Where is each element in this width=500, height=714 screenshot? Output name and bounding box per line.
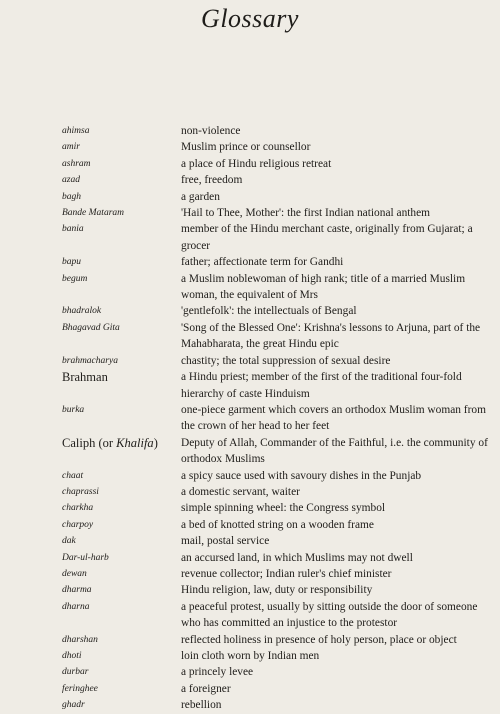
- definition-line: a princely levee: [181, 666, 254, 679]
- definition-line: 'Song of the Blessed One': Krishna's lessons to Arjuna, part of the: [181, 321, 481, 334]
- glossary-entry: [0, 254, 500, 270]
- glossary-term: charpoy: [62, 519, 94, 530]
- glossary-entry: [0, 697, 500, 713]
- glossary-entry: [0, 599, 500, 632]
- glossary-term: chaprassi: [62, 486, 99, 497]
- glossary-term: Dar-ul-harb: [62, 552, 109, 563]
- glossary-definition: [181, 566, 499, 582]
- glossary-definition: [181, 320, 499, 353]
- definition-line: woman, the equivalent of Mrs: [181, 289, 318, 302]
- glossary-entry: [0, 435, 500, 468]
- glossary-term: Bhagavad Gita: [62, 322, 120, 333]
- glossary-term: Brahman: [62, 370, 108, 385]
- glossary-term: bhadralok: [62, 306, 102, 317]
- glossary-term: dewan: [62, 568, 87, 579]
- glossary-definition: [181, 517, 499, 533]
- glossary-term: charkha: [62, 503, 94, 514]
- glossary-definition: [181, 582, 499, 598]
- glossary-definition: [181, 254, 499, 270]
- glossary-definition: [181, 139, 499, 155]
- glossary-definition: [181, 303, 499, 319]
- glossary-definition: [181, 533, 499, 549]
- definition-line: Hindu religion, law, duty or responsibility: [181, 584, 373, 597]
- glossary-definition: [181, 402, 499, 435]
- glossary-definition: [181, 271, 499, 304]
- glossary-definition: [181, 123, 499, 139]
- glossary-term: ahimsa: [62, 126, 90, 136]
- glossary-entry: [0, 189, 500, 205]
- glossary-entry: [0, 484, 500, 500]
- definition-line: a garden: [181, 190, 220, 203]
- glossary-term: dak: [62, 536, 76, 547]
- definition-line: grocer: [181, 239, 211, 252]
- glossary-term: dharshan: [62, 634, 98, 645]
- definition-line: revenue collector; Indian ruler's chief minister: [181, 567, 392, 580]
- page-title: Glossary: [201, 4, 299, 33]
- glossary-entry: [0, 156, 500, 172]
- glossary-term: feringhee: [62, 683, 98, 694]
- definition-line: who has committed an injustice to the protestor: [181, 617, 398, 630]
- definition-line: Mahabharata, the great Hindu epic: [181, 338, 339, 351]
- glossary-term: brahmacharya: [62, 355, 118, 366]
- glossary-term: bapu: [62, 257, 81, 268]
- glossary-definition: [181, 353, 499, 369]
- glossary-entry: [0, 533, 500, 549]
- definition-line: a spicy sauce used with savoury dishes in the Punjab: [181, 469, 422, 482]
- glossary-entry: [0, 402, 500, 435]
- glossary-term: ghadr: [62, 700, 85, 711]
- glossary-definition: [181, 369, 499, 402]
- definition-line: member of the Hindu merchant caste, originally from Gujarat; a: [181, 223, 473, 236]
- glossary-entry: [0, 271, 500, 304]
- glossary-entry: [0, 566, 500, 582]
- definition-line: a Muslim noblewoman of high rank; title of a married Muslim: [181, 272, 466, 285]
- definition-line: an accursed land, in which Muslims may not dwell: [181, 551, 413, 564]
- glossary-entry: [0, 303, 500, 319]
- glossary-term: chaat: [62, 470, 84, 481]
- glossary-definition: [181, 632, 499, 648]
- glossary-definition: [181, 156, 499, 172]
- definition-line: hierarchy of caste Hinduism: [181, 387, 310, 400]
- glossary-term: durbar: [62, 667, 89, 678]
- glossary-entry: [0, 353, 500, 369]
- glossary-term: bagh: [62, 191, 81, 202]
- definition-line: non-violence: [181, 125, 241, 137]
- glossary-list: [0, 123, 500, 714]
- glossary-definition: [181, 681, 499, 697]
- definition-line: a bed of knotted string on a wooden frame: [181, 518, 374, 531]
- glossary-definition: [181, 468, 499, 484]
- glossary-entry: [0, 500, 500, 516]
- definition-line: a Hindu priest; member of the first of the traditional four-fold: [181, 371, 462, 384]
- glossary-entry: [0, 320, 500, 353]
- glossary-definition: [181, 221, 499, 254]
- glossary-term: begum: [62, 273, 88, 284]
- glossary-entry: [0, 681, 500, 697]
- glossary-definition: [181, 648, 499, 664]
- glossary-term: dhoti: [62, 651, 82, 661]
- glossary-entry: [0, 550, 500, 566]
- definition-line: rebellion: [181, 699, 222, 712]
- glossary-definition: [181, 435, 499, 468]
- definition-line: mail, postal service: [181, 535, 270, 548]
- definition-line: simple spinning wheel: the Congress symbol: [181, 502, 386, 515]
- glossary-definition: [181, 189, 499, 205]
- definition-line: 'Hail to Thee, Mother': the first Indian national anthem: [181, 207, 431, 220]
- glossary-term: burka: [62, 404, 85, 415]
- glossary-entry: [0, 582, 500, 598]
- glossary-entry: [0, 139, 500, 155]
- glossary-definition: [181, 550, 499, 566]
- definition-line: chastity; the total suppression of sexual desire: [181, 354, 391, 367]
- glossary-entry: [0, 468, 500, 484]
- glossary-term: bania: [62, 224, 84, 235]
- glossary-term: dharma: [62, 585, 92, 596]
- glossary-entry: [0, 123, 500, 139]
- definition-line: Muslim prince or counsellor: [181, 141, 311, 154]
- glossary-definition: [181, 205, 499, 221]
- glossary-entry: [0, 648, 500, 664]
- definition-line: a peaceful protest, usually by sitting outside the door of someone: [181, 600, 478, 613]
- glossary-entry: [0, 369, 500, 402]
- definition-line: a place of Hindu religious retreat: [181, 157, 332, 170]
- glossary-term: Bande Mataram: [62, 208, 125, 219]
- definition-line: free, freedom: [181, 174, 243, 187]
- definition-line: the crown of her head to her feet: [181, 420, 330, 433]
- definition-line: orthodox Muslims: [181, 453, 265, 466]
- glossary-entry: [0, 632, 500, 648]
- glossary-entry: [0, 205, 500, 221]
- glossary-entry: [0, 517, 500, 533]
- definition-line: one-piece garment which covers an orthodox Muslim woman from: [181, 403, 486, 416]
- glossary-definition: [181, 599, 499, 632]
- glossary-term: azad: [62, 175, 80, 186]
- definition-line: loin cloth worn by Indian men: [181, 650, 320, 662]
- glossary-definition: [181, 172, 499, 188]
- glossary-definition: [181, 484, 499, 500]
- glossary-term: amir: [62, 142, 80, 153]
- glossary-entry: [0, 172, 500, 188]
- definition-line: 'gentlefolk': the intellectuals of Bengal: [181, 305, 357, 318]
- glossary-entry: [0, 221, 500, 254]
- definition-line: reflected holiness in presence of holy person, place or object: [181, 633, 457, 646]
- glossary-definition: [181, 697, 499, 713]
- glossary-term: Caliph (or Khalifa): [62, 435, 158, 450]
- definition-line: Deputy of Allah, Commander of the Faithful, i.e. the community of: [181, 436, 488, 449]
- definition-line: a domestic servant, waiter: [181, 485, 300, 498]
- definition-line: a foreigner: [181, 682, 231, 695]
- glossary-definition: [181, 500, 499, 516]
- glossary-term: ashram: [62, 158, 91, 169]
- glossary-term: dharna: [62, 601, 90, 612]
- definition-line: father; affectionate term for Gandhi: [181, 256, 344, 269]
